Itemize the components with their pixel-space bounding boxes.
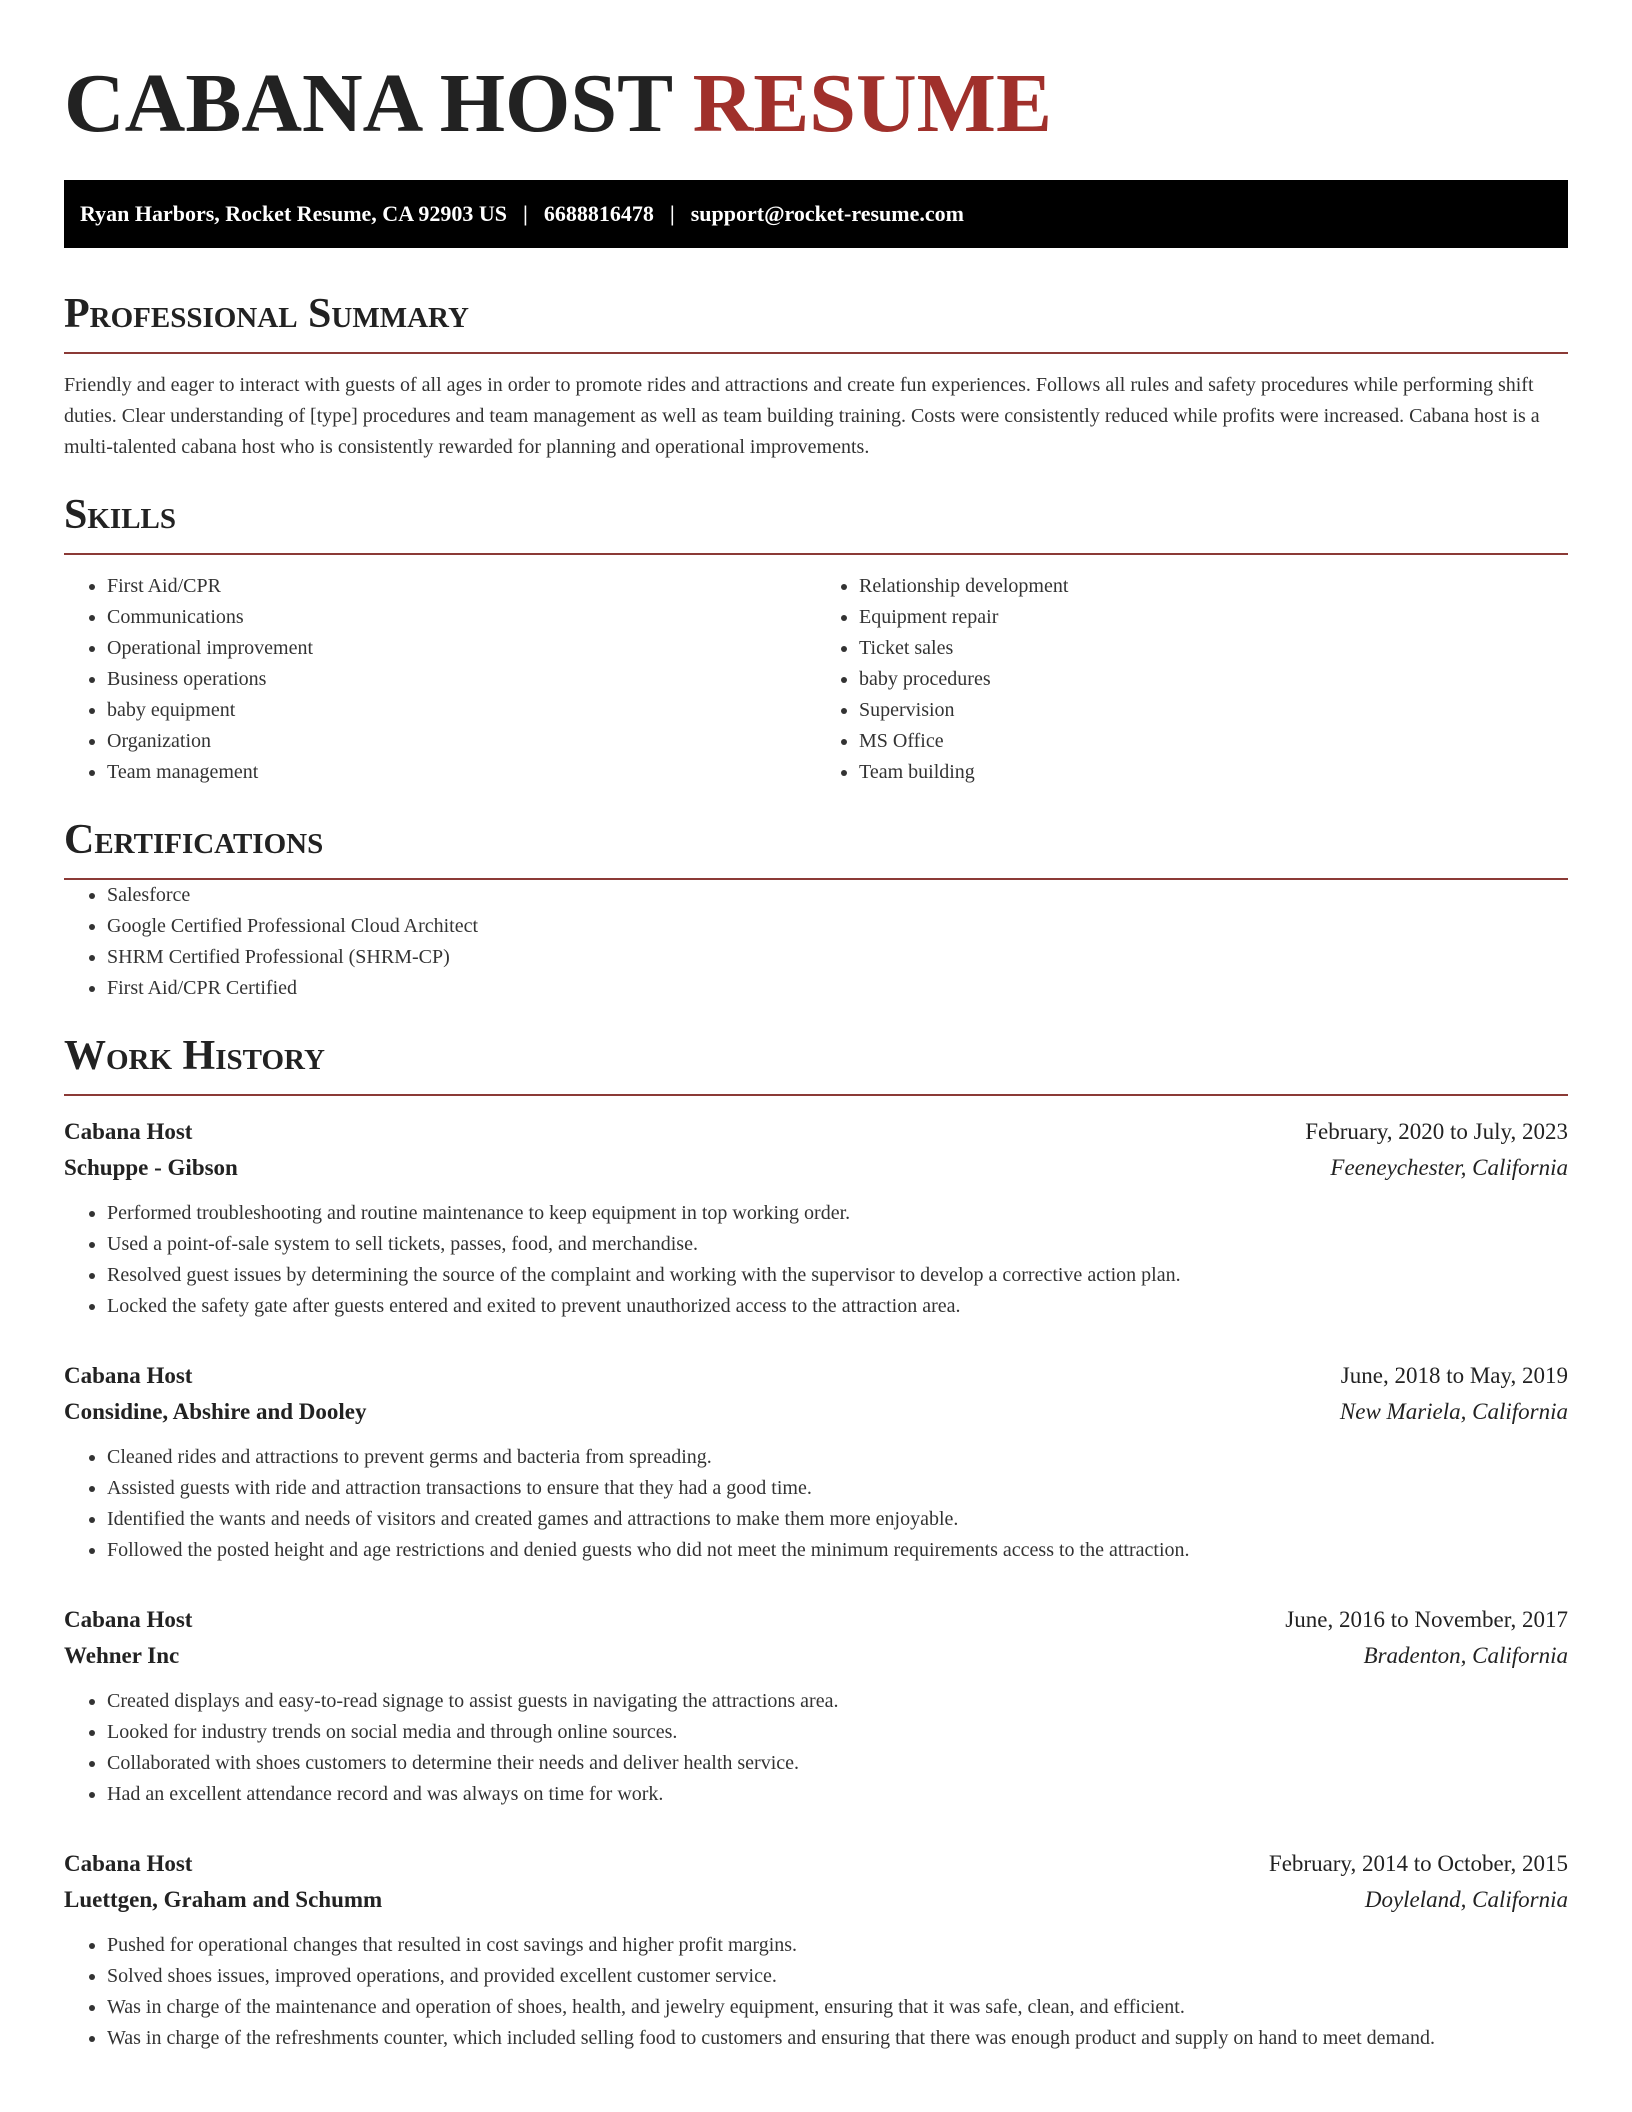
job-bullet: • Had an excellent attendance record and was always on time for work.	[107, 1779, 1568, 1810]
contact-phone: 6688816478	[543, 201, 654, 226]
certifications-heading: Certifications	[64, 817, 324, 863]
contact-separator: |	[669, 201, 675, 226]
skill-item: • Communications	[107, 602, 816, 633]
title-accent: RESUME	[692, 57, 1052, 150]
job-company: Luettgen, Graham and Schumm	[64, 1887, 383, 1912]
skill-item: • Equipment repair	[859, 602, 1568, 633]
summary-section	[64, 290, 1568, 463]
contact-address: Ryan Harbors, Rocket Resume, CA 92903 US	[80, 201, 507, 226]
job-bullet: • Cleaned rides and attractions to prevent germs and bacteria from spreading.	[107, 1442, 1568, 1473]
skill-item: • Team management	[107, 757, 816, 788]
job-bullet: • Resolved guest issues by determining the source of the complaint and working with the supervisor to develop a corrective action plan.	[107, 1260, 1568, 1291]
job-bullet: • Was in charge of the refreshments counter, which included selling food to customers and ensuring that there was enough product and supply on hand to meet demand.	[107, 2023, 1568, 2054]
job-company-row	[64, 1882, 1568, 1918]
page-title	[64, 58, 1568, 150]
job-bullet: • Collaborated with shoes customers to determine their needs and deliver health service.	[107, 1748, 1568, 1779]
work-history-heading: Work History	[64, 1033, 325, 1079]
skills-section	[64, 491, 1568, 788]
job-bullet: • Used a point-of-sale system to sell tickets, passes, food, and merchandise.	[107, 1229, 1568, 1260]
skills-list-left	[64, 571, 816, 788]
job-bullet: • Locked the safety gate after guests entered and exited to prevent unauthorized access to the attraction area.	[107, 1291, 1568, 1322]
job-bullet: • Solved shoes issues, improved operations, and provided excellent customer service.	[107, 1961, 1568, 1992]
job-title: Cabana Host	[64, 1119, 193, 1144]
job-bullet: • Followed the posted height and age restrictions and denied guests who did not meet the minimum requirements access to the attraction.	[107, 1535, 1568, 1566]
job-bullets	[64, 1198, 1568, 1322]
skill-item: • Organization	[107, 726, 816, 757]
job-dates: June, 2016 to November, 2017	[1285, 1607, 1568, 1632]
skill-item: • MS Office	[859, 726, 1568, 757]
skills-grid	[64, 571, 1568, 788]
job-bullets	[64, 1930, 1568, 2054]
job-bullet: • Identified the wants and needs of visitors and created games and attractions to make them more enjoyable.	[107, 1504, 1568, 1535]
contact-email: support@rocket-resume.com	[690, 201, 964, 226]
skill-item: • Team building	[859, 757, 1568, 788]
job-bullet: • Was in charge of the maintenance and operation of shoes, health, and jewelry equipment, ensuring that it was safe, clean, and efficient.	[107, 1992, 1568, 2023]
job-title-row	[64, 1602, 1568, 1638]
skill-item: • Operational improvement	[107, 633, 816, 664]
job-location: Feeneychester, California	[1330, 1155, 1568, 1180]
section-divider	[64, 352, 1568, 354]
job-dates: June, 2018 to May, 2019	[1340, 1363, 1568, 1388]
job-company: Wehner Inc	[64, 1643, 180, 1668]
skill-item: • Relationship development	[859, 571, 1568, 602]
skill-item: • baby equipment	[107, 695, 816, 726]
job-company-row	[64, 1150, 1568, 1186]
skill-item: • Business operations	[107, 664, 816, 695]
job-title-row	[64, 1114, 1568, 1150]
job-company: Considine, Abshire and Dooley	[64, 1399, 367, 1424]
job-entry	[64, 1114, 1568, 1322]
skills-list-right	[816, 571, 1568, 788]
job-company-row	[64, 1394, 1568, 1430]
summary-text: Friendly and eager to interact with guests of all ages in order to promote rides and attractions and create fun experiences. Follows all rules and safety procedures while performing shift duties. Clear understanding of [type] procedures and team management as well as team building training. Costs were consistently reduced while profits were increased. Cabana host is a multi-talented cabana host who is consistently rewarded for planning and operational improvements.	[64, 374, 1540, 458]
job-location: Doyleland, California	[1364, 1887, 1568, 1912]
job-company: Schuppe - Gibson	[64, 1155, 238, 1180]
job-company-row	[64, 1638, 1568, 1674]
title-main: CABANA HOST	[64, 57, 672, 150]
job-bullet: • Assisted guests with ride and attraction transactions to ensure that they had a good time.	[107, 1473, 1568, 1504]
section-divider	[64, 1094, 1568, 1096]
certification-item: • First Aid/CPR Certified	[107, 973, 1568, 1004]
section-divider	[64, 553, 1568, 555]
work-history-section	[64, 1032, 1568, 2054]
summary-heading: Professional Summary	[64, 291, 469, 337]
job-location: Bradenton, California	[1363, 1643, 1568, 1668]
job-bullets	[64, 1442, 1568, 1566]
job-entry	[64, 1358, 1568, 1566]
job-dates: February, 2014 to October, 2015	[1268, 1851, 1568, 1876]
job-title: Cabana Host	[64, 1851, 193, 1876]
job-bullet: • Created displays and easy-to-read signage to assist guests in navigating the attractions area.	[107, 1686, 1568, 1717]
certification-item: • Salesforce	[107, 880, 1568, 911]
skill-item: • First Aid/CPR	[107, 571, 816, 602]
job-title-row	[64, 1358, 1568, 1394]
job-title: Cabana Host	[64, 1363, 193, 1388]
certifications-section	[64, 816, 1568, 1004]
skill-item: • Ticket sales	[859, 633, 1568, 664]
job-title: Cabana Host	[64, 1607, 193, 1632]
contact-bar	[64, 180, 1568, 248]
contact-separator: |	[523, 201, 528, 226]
job-entry	[64, 1846, 1568, 2054]
certification-item: • Google Certified Professional Cloud Architect	[107, 911, 1568, 942]
job-bullet: • Looked for industry trends on social media and through online sources.	[107, 1717, 1568, 1748]
skill-item: • baby procedures	[859, 664, 1568, 695]
job-bullet: • Pushed for operational changes that resulted in cost savings and higher profit margins.	[107, 1930, 1568, 1961]
job-title-row	[64, 1846, 1568, 1882]
job-bullets	[64, 1686, 1568, 1810]
job-bullet: • Performed troubleshooting and routine maintenance to keep equipment in top working order.	[107, 1198, 1568, 1229]
skill-item: • Supervision	[859, 695, 1568, 726]
job-dates: February, 2020 to July, 2023	[1305, 1119, 1568, 1144]
skills-heading: Skills	[64, 492, 177, 538]
job-entry	[64, 1602, 1568, 1810]
job-location: New Mariela, California	[1339, 1399, 1568, 1424]
certification-item: • SHRM Certified Professional (SHRM-CP)	[107, 942, 1568, 973]
certifications-list	[64, 880, 1568, 1004]
